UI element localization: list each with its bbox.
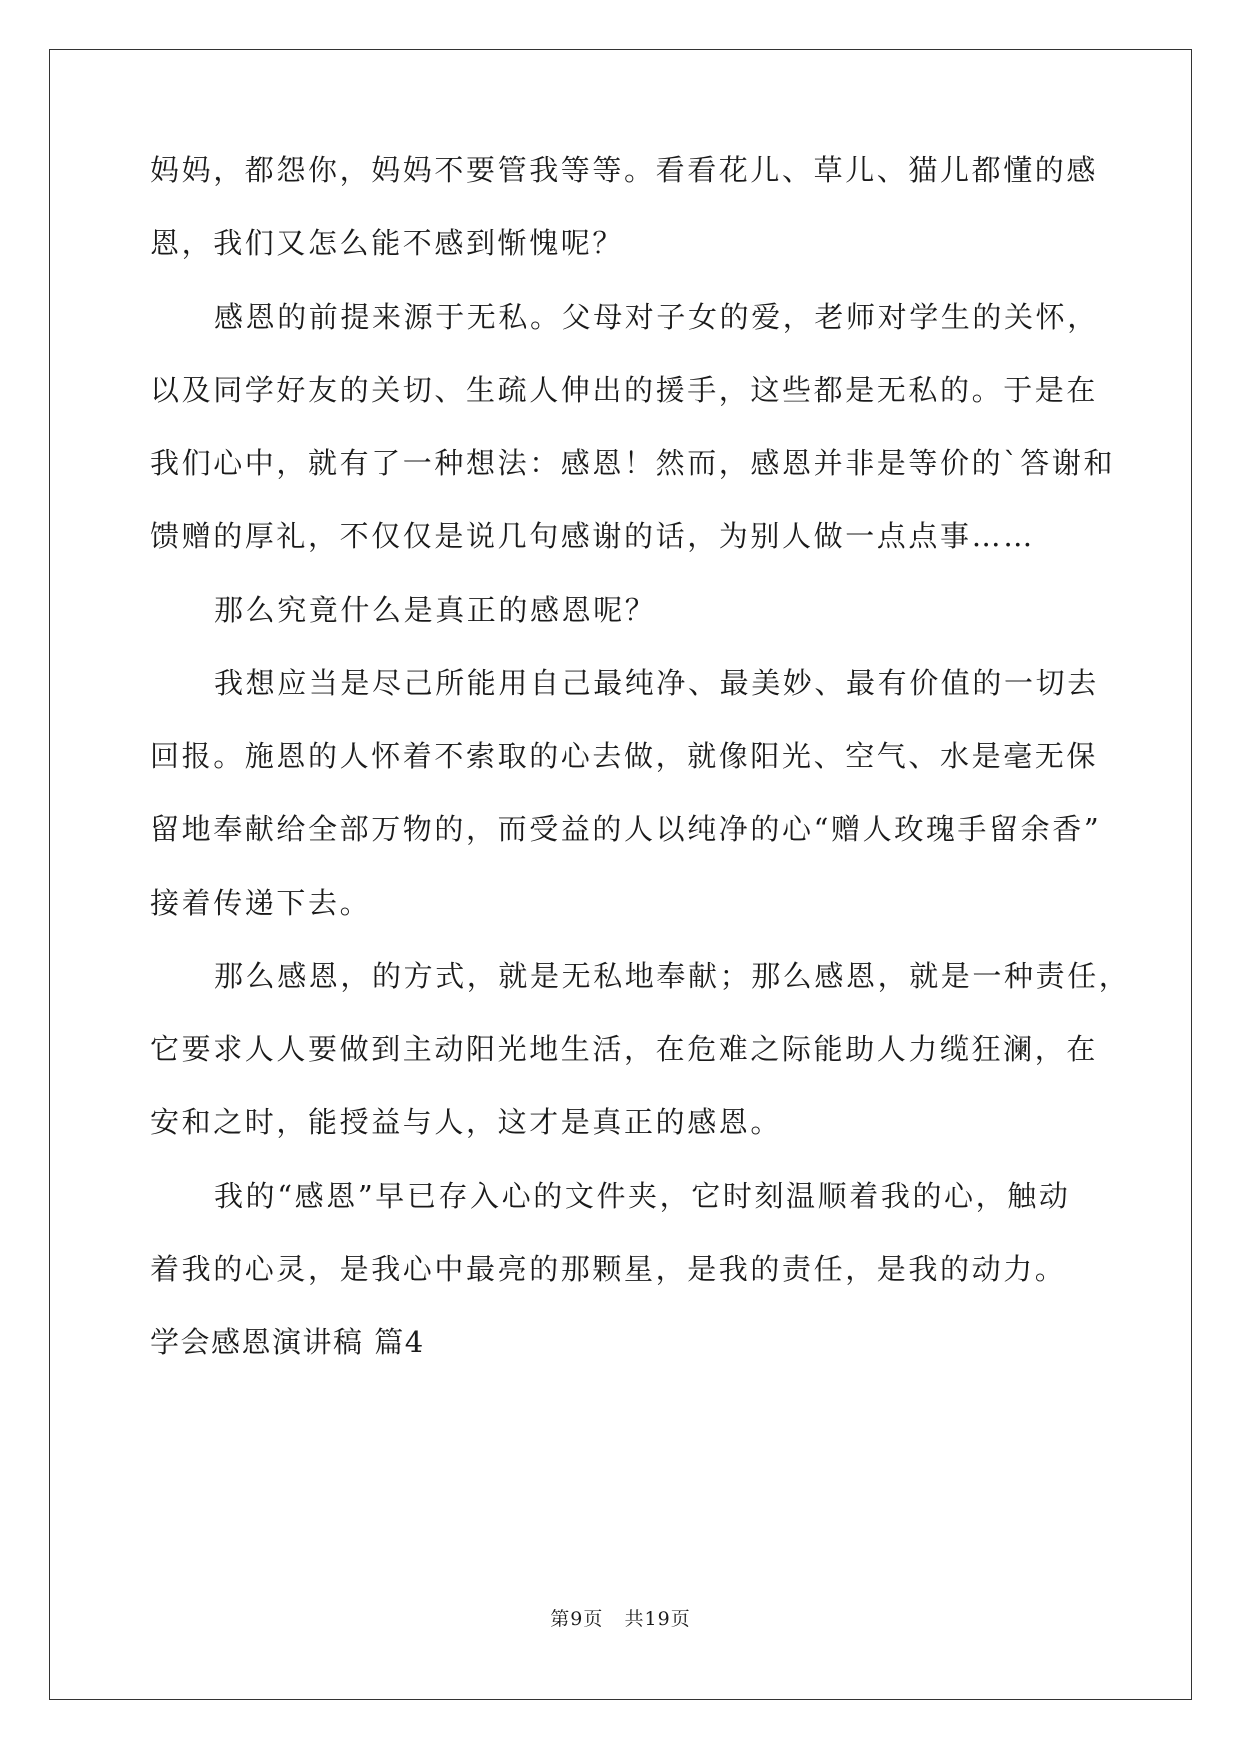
- paragraph-6-line-2: 着我的心灵，是我心中最亮的那颗星，是我的责任，是我的动力。: [150, 1252, 1067, 1286]
- paragraph-4-line-3: 留地奉献给全部万物的，而受益的人以纯净的心“赠人玫瑰手留余香”: [150, 812, 1102, 846]
- paragraph-2-line-3: 我们心中，就有了一种想法：感恩！然而，感恩并非是等价的`答谢和: [150, 446, 1116, 480]
- paragraph-5-line-1: 那么感恩，的方式，就是无私地奉献；那么感恩，就是一种责任，: [214, 959, 1131, 993]
- paragraph-6-line-1: 我的“感恩”早已存入心的文件夹，它时刻温顺着我的心，触动: [214, 1179, 1071, 1213]
- page-number: 第9页: [550, 1608, 604, 1630]
- paragraph-5-line-3: 安和之时，能授益与人，这才是真正的感恩。: [150, 1105, 783, 1139]
- paragraph-1-line-2: 恩，我们又怎么能不感到惭愧呢？: [150, 226, 625, 260]
- paragraph-3-line-1: 那么究竟什么是真正的感恩呢？: [214, 593, 657, 627]
- section-heading: 学会感恩演讲稿 篇4: [150, 1325, 425, 1359]
- paragraph-4-line-1: 我想应当是尽己所能用自己最纯净、最美妙、最有价值的一切去: [214, 666, 1099, 700]
- paragraph-2-line-2: 以及同学好友的关切、生疏人伸出的援手，这些都是无私的。于是在: [150, 373, 1099, 407]
- paragraph-4-line-2: 回报。施恩的人怀着不索取的心去做，就像阳光、空气、水是毫无保: [150, 739, 1099, 773]
- page-total: 共19页: [624, 1608, 691, 1630]
- page-footer: [0, 1606, 1241, 1632]
- paragraph-2-line-4: 馈赠的厚礼，不仅仅是说几句感谢的话，为别人做一点点事……: [150, 519, 1035, 553]
- paragraph-4-line-4: 接着传递下去。: [150, 886, 372, 920]
- paragraph-1-line-1: 妈妈，都怨你，妈妈不要管我等等。看看花儿、草儿、猫儿都懂的感: [150, 153, 1099, 187]
- paragraph-5-line-2: 它要求人人要做到主动阳光地生活，在危难之际能助人力缆狂澜，在: [150, 1032, 1099, 1066]
- paragraph-2-line-1: 感恩的前提来源于无私。父母对子女的爱，老师对学生的关怀，: [214, 300, 1099, 334]
